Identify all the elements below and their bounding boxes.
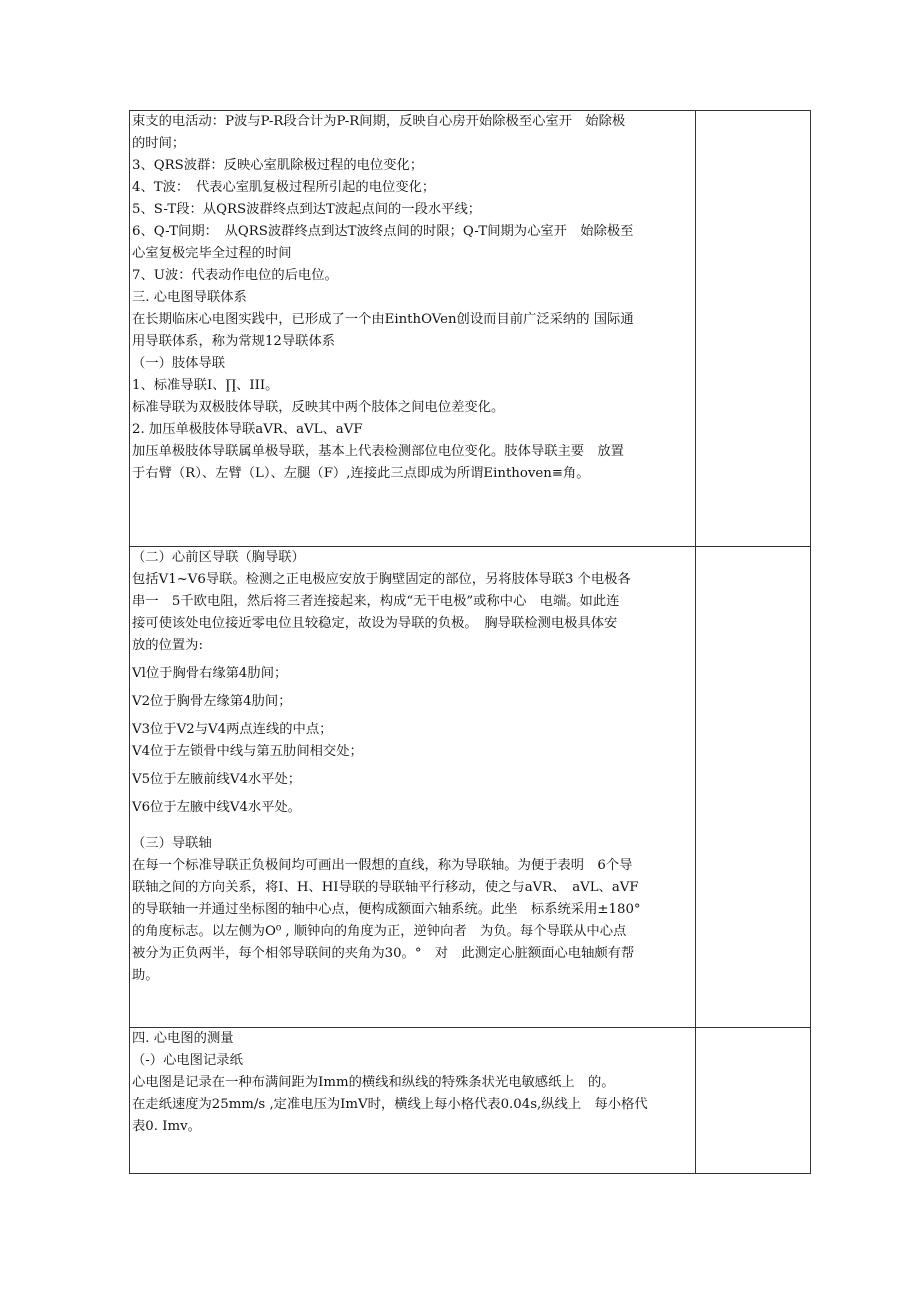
text-line: 3、QRS波群：反映心室肌除极过程的电位变化； xyxy=(132,158,424,173)
subsection-heading: （-）心电图记录纸 xyxy=(132,1053,243,1068)
text-line: 表0. Imv。 xyxy=(132,1119,201,1134)
subsection-heading: （二）心前区导联（胸导联） xyxy=(132,550,305,565)
text-line: 的角度标志。以左侧为O⁰ , 顺钟向的角度为正，逆钟向者 为负。每个导联从中心点 xyxy=(132,924,627,939)
electrode-v4: V4位于左锁骨中线与第五肋间相交处； xyxy=(132,744,363,759)
subsection-heading: （三）导联轴 xyxy=(132,836,212,851)
table-row xyxy=(130,1028,811,1174)
table-row xyxy=(130,547,811,1028)
text-line: 标准导联为双极肢体导联，反映其中两个肢体之间电位差变化。 xyxy=(132,400,505,415)
text-line: 束支的电活动：P波与P-R段合计为P-R间期，反映自心房开始除极至心室开 始除极 xyxy=(132,114,626,129)
blank-side-cell xyxy=(696,547,811,1028)
text-line: 的导联轴一并通过坐标图的轴中心点，便构成额面六轴系统。此坐 标系统采用±180° xyxy=(132,902,641,917)
electrode-v2: V2位于胸骨左缘第4肋间； xyxy=(132,694,292,709)
text-line: 在每一个标准导联正负极间均可画出一假想的直线，称为导联轴。为便于表明 6个导 xyxy=(132,858,633,873)
content-cell xyxy=(130,1028,696,1174)
blank-side-cell xyxy=(696,111,811,547)
text-line: 2. 加压单极肢体导联aVR、aVL、aVF xyxy=(132,422,363,437)
text-line: 被分为正负两半，每个相邻导联间的夹角为30。° 对 此测定心脏额面心电轴颇有帮 xyxy=(132,946,635,961)
text-line: 加压单极肢体导联属单极导联，基本上代表检测部位电位变化。肢体导联主要 放置 xyxy=(132,444,624,459)
text-line: 1、标准导联I、∏、III。 xyxy=(132,378,279,393)
text-line: 心室复极完毕全过程的时间 xyxy=(132,246,292,261)
blank-side-cell xyxy=(696,1028,811,1174)
text-line: 的时间； xyxy=(132,136,186,151)
text-line: 在长期临床心电图实践中，已形成了一个由EinthOVen创设而目前广泛采纳的 国际通 xyxy=(132,312,634,327)
table-row xyxy=(130,111,811,547)
text-line: 放的位置为: xyxy=(132,638,203,653)
text-line: 接可使该处电位接近零电位且较稳定，故设为导联的负极。 胸导联检测电极具体安 xyxy=(132,616,618,631)
text-line: 助。 xyxy=(132,968,159,983)
text-line: 7、U波：代表动作电位的后电位。 xyxy=(132,268,338,283)
content-cell xyxy=(130,547,696,1028)
text-line: 包括V1~V6导联。检测之正电极应安放于胸壁固定的部位，另将肢体导联3 个电极各 xyxy=(132,572,631,587)
text-line: 心电图是记录在一种布满间距为Imm的横线和纵线的特殊条状光电敏感纸上 的。 xyxy=(132,1075,615,1090)
spacer xyxy=(130,819,695,833)
text-line: 于右臂（R）、左臂（L）、左腿（F）,连接此三点即成为所谓Einthoven≡角。 xyxy=(132,466,590,481)
text-line: 用导联体系，称为常规12导联体系 xyxy=(132,334,336,349)
document-table xyxy=(129,110,811,1174)
content-cell xyxy=(130,111,696,547)
section-heading: 四. 心电图的测量 xyxy=(132,1031,234,1046)
text-line: 联轴之间的方向关系，将I、H、HI导联的导联轴平行移动，使之与aVR、 aVL、aVF xyxy=(132,880,639,895)
electrode-v5: V5位于左腋前线V4水平处； xyxy=(132,772,302,787)
subsection-heading: （一）肢体导联 xyxy=(132,356,226,371)
text-line: 串一 5千欧电阻，然后将三者连接起来，构成“无干电极”或称中心 电端。如此连 xyxy=(132,594,620,609)
electrode-v3: V3位于V2与V4两点连线的中点； xyxy=(132,722,333,737)
text-line: 5、S-T段：从QRS波群终点到达T波起点间的一段水平线； xyxy=(132,202,482,217)
text-line: 6、Q-T间期： 从QRS波群终点到达T波终点间的时限；Q-T间期为心室开 始除极至 xyxy=(132,224,634,239)
text-line: 在走纸速度为25mm∕s ,定准电压为ImV时，横线上每小格代表0.04s,纵线上 每小格代 xyxy=(132,1097,648,1112)
electrode-v6: V6位于左腋中线V4水平处。 xyxy=(132,800,302,815)
electrode-v1: Vl位于胸骨右缘第4肋间； xyxy=(132,666,288,681)
text-line: 4、T波： 代表心室肌复极过程所引起的电位变化； xyxy=(132,180,436,195)
section-heading: 三. 心电图导联体系 xyxy=(132,290,247,305)
